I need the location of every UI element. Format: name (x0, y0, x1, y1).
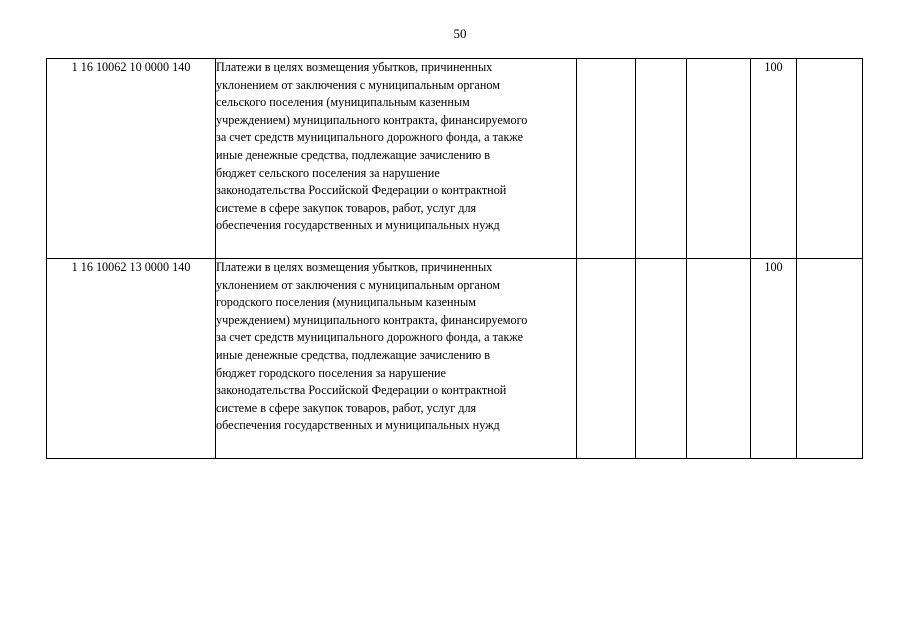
budget-code-cell: 1 16 10062 13 0000 140 (47, 259, 216, 459)
budget-classification-table (46, 58, 863, 459)
value-cell-col5 (687, 59, 751, 259)
value-cell-col7 (797, 59, 863, 259)
table-row (47, 259, 863, 459)
value-cell-col3 (577, 259, 636, 459)
table-row (47, 59, 863, 259)
value-cell-col4 (636, 259, 687, 459)
value-cell-col6: 100 (751, 59, 797, 259)
value-cell-col7 (797, 259, 863, 459)
description-cell: Платежи в целях возмещения убытков, причиненных уклонением от заключения с муниципальным органом городского поселения (муниципальным казенным учреждением) муниципального контракта, финансируемого за счет средств муниципального дорожного фонда, а также иные денежные средства, подлежащие зачислению в бюджет городского поселения за нарушение законодательства Российской Федерации о контрактной системе в сфере закупок товаров, работ, услуг для обеспечения государственных и муниципальных нужд (216, 259, 577, 459)
description-cell: Платежи в целях возмещения убытков, причиненных уклонением от заключения с муниципальным органом сельского поселения (муниципальным казенным учреждением) муниципального контракта, финансируемого за счет средств муниципального дорожного фонда, а также иные денежные средства, подлежащие зачислению в бюджет сельского поселения за нарушение законодательства Российской Федерации о контрактной системе в сфере закупок товаров, работ, услуг для обеспечения государственных и муниципальных нужд (216, 59, 577, 259)
value-cell-col3 (577, 59, 636, 259)
budget-code-cell: 1 16 10062 10 0000 140 (47, 59, 216, 259)
page-number: 50 (453, 26, 467, 41)
value-cell-col5 (687, 259, 751, 459)
value-cell-col4 (636, 59, 687, 259)
value-cell-col6: 100 (751, 259, 797, 459)
